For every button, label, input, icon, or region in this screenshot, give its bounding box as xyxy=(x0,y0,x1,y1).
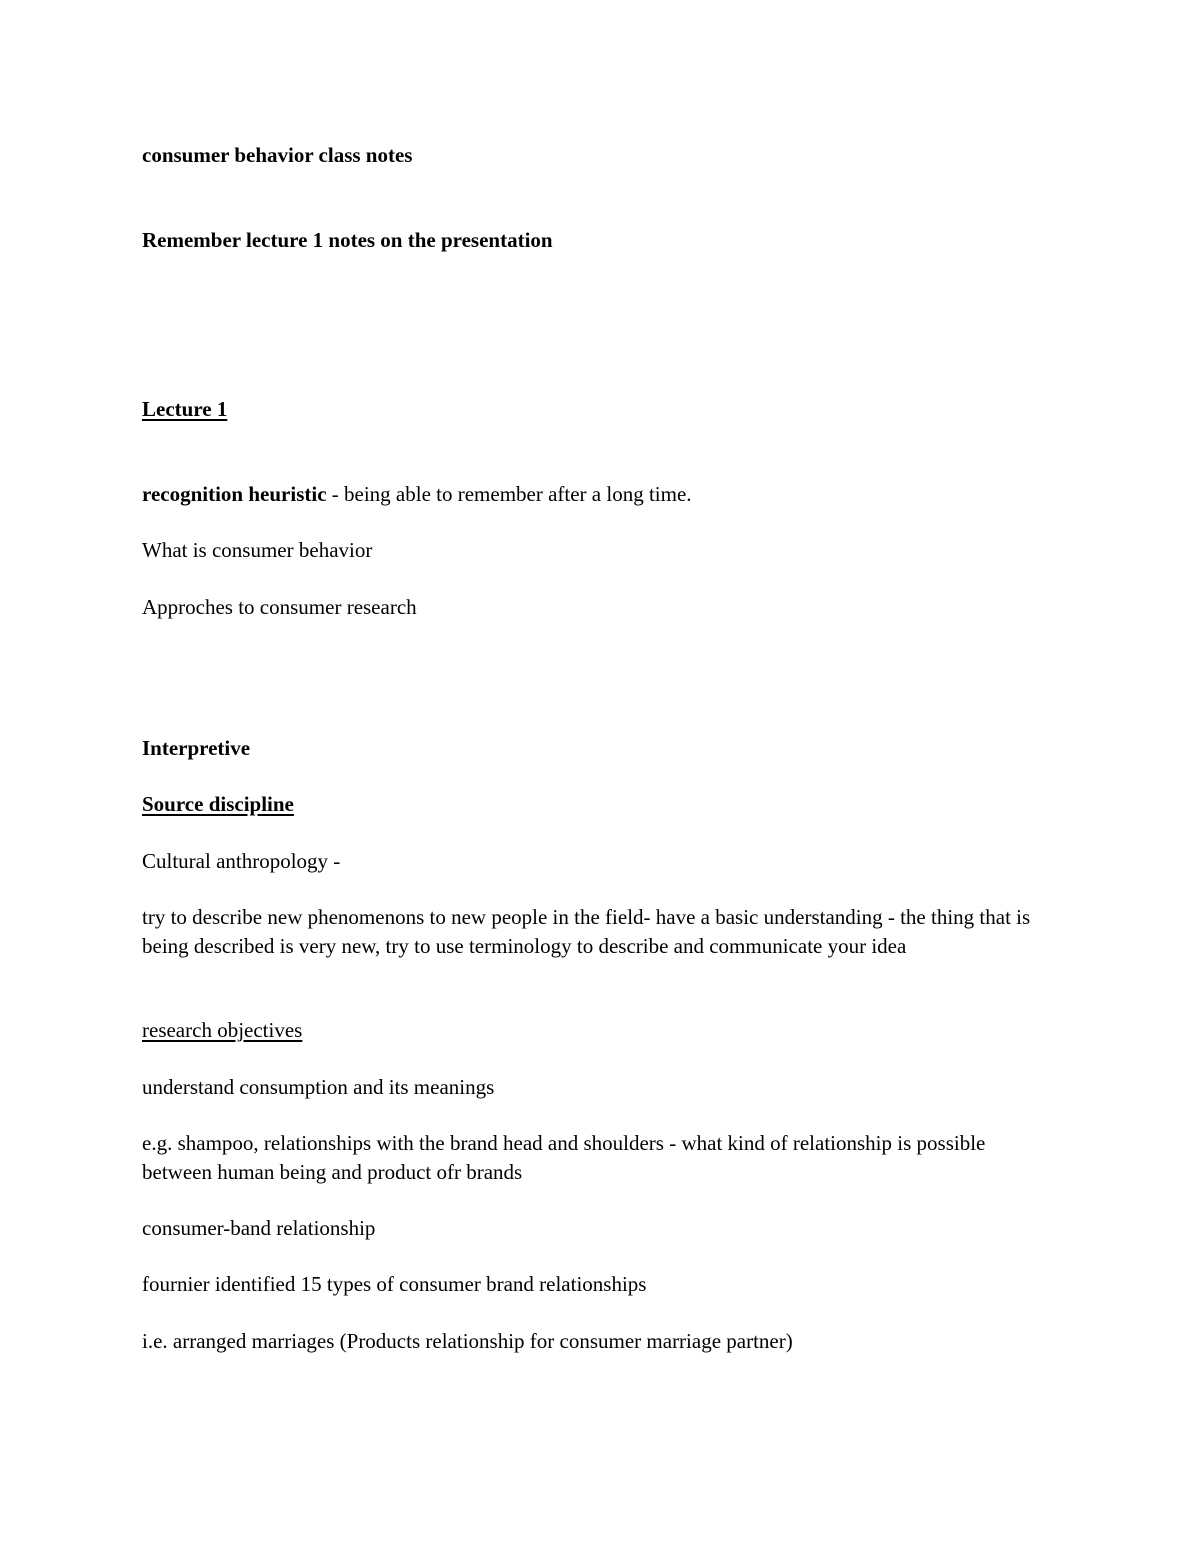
recognition-heuristic-definition: - being able to remember after a long time. xyxy=(326,482,692,506)
recognition-heuristic-entry xyxy=(142,480,692,508)
document-title: consumer behavior class notes xyxy=(142,143,413,167)
describe-paragraph: try to describe new phenomenons to new people in the field- have a basic understanding - the thing that is being described is very new, try to use terminology to describe and communicate your idea xyxy=(142,905,1031,958)
cultural-anthropology-line: Cultural anthropology - xyxy=(142,849,341,873)
research-objectives-heading: research objectives xyxy=(142,1018,303,1042)
lecture-heading: Lecture 1 xyxy=(142,397,228,421)
question-consumer-behavior: What is consumer behavior xyxy=(142,538,373,562)
recognition-heuristic-term: recognition heuristic xyxy=(142,482,327,506)
approaches-line: Approches to consumer research xyxy=(142,595,417,619)
understand-consumption-line: understand consumption and its meanings xyxy=(142,1075,495,1099)
consumer-band-relationship-line: consumer-band relationship xyxy=(142,1216,376,1240)
fournier-types-line: fournier identified 15 types of consumer brand relationships xyxy=(142,1272,647,1296)
shampoo-example-paragraph: e.g. shampoo, relationships with the brand head and shoulders - what kind of relationship is possible between human being and product ofr brands xyxy=(142,1131,986,1184)
arranged-marriages-line: i.e. arranged marriages (Products relationship for consumer marriage partner) xyxy=(142,1329,793,1353)
interpretive-heading: Interpretive xyxy=(142,736,251,760)
reminder-note: Remember lecture 1 notes on the presentation xyxy=(142,228,553,252)
source-discipline-heading: Source discipline xyxy=(142,792,294,816)
